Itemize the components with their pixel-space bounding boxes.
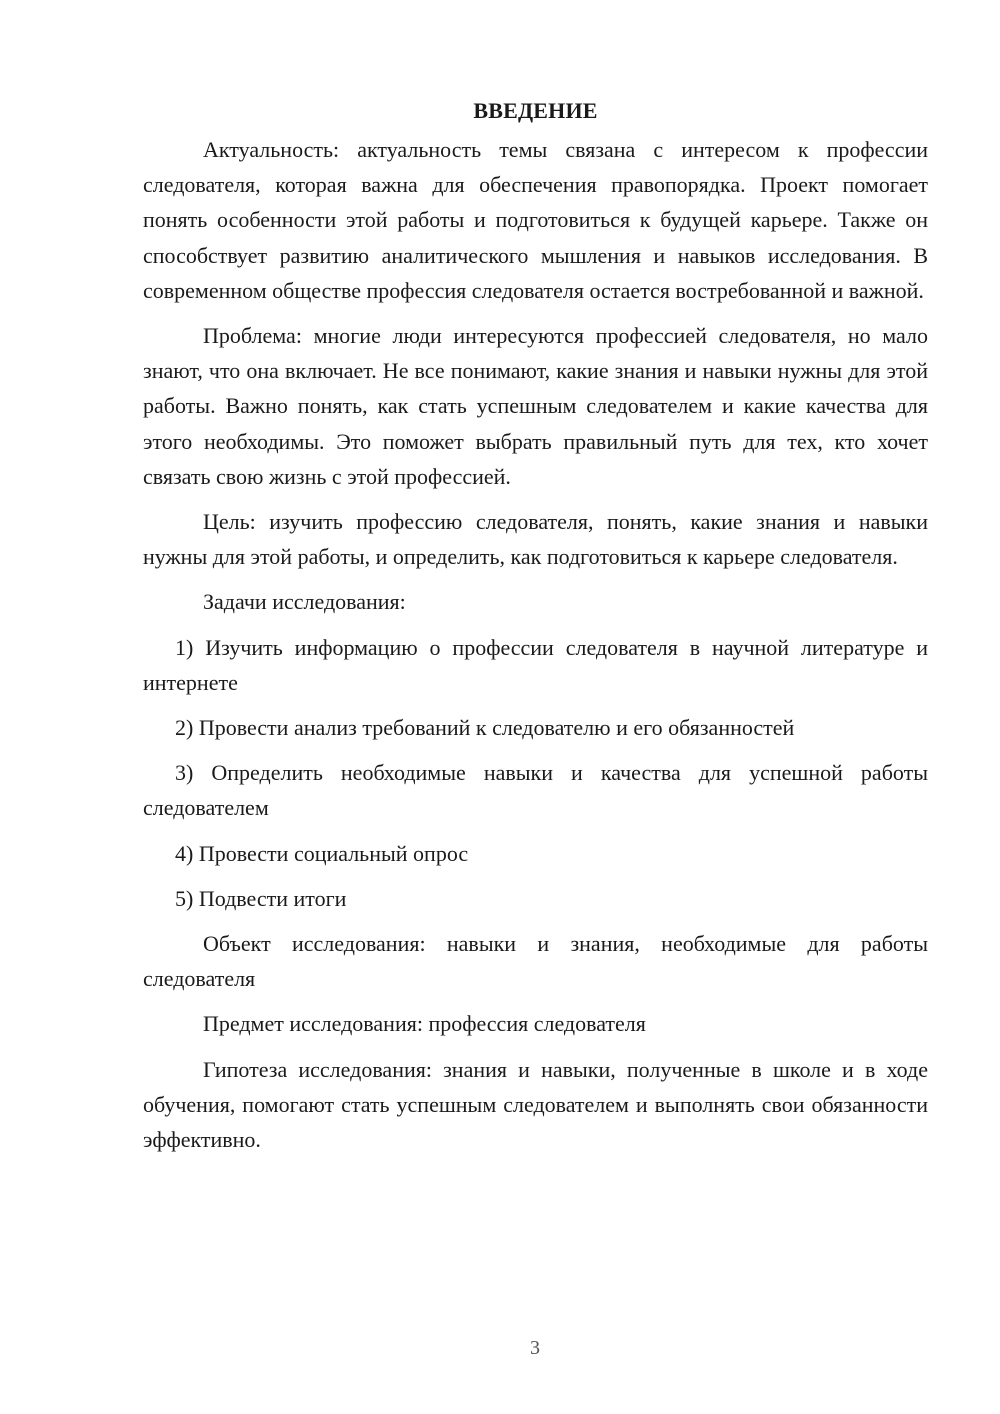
paragraph-object: Объект исследования: навыки и знания, необходимые для работы следователя bbox=[143, 931, 928, 992]
task-item-3: 3) Определить необходимые навыки и качества для успешной работы следователем bbox=[143, 760, 928, 821]
task-item-1: 1) Изучить информацию о профессии следователя в научной литературе и интернете bbox=[143, 634, 928, 695]
page-content bbox=[143, 96, 928, 1167]
tasks-heading: Задачи исследования: bbox=[203, 589, 406, 615]
paragraph-hypothesis: Гипотеза исследования: знания и навыки, полученные в школе и в ходе обучения, помогают стать успешным следователем и выполнять свои обязанности эффективно. bbox=[143, 1056, 928, 1153]
task-item-4: 4) Провести социальный опрос bbox=[175, 840, 469, 866]
paragraph-subject: Предмет исследования: профессия следователя bbox=[203, 1011, 646, 1037]
task-item-5: 5) Подвести итоги bbox=[175, 885, 347, 911]
task-item-2: 2) Провести анализ требований к следователю и его обязанностей bbox=[175, 715, 795, 741]
page-title: ВВЕДЕНИЕ bbox=[473, 98, 598, 123]
paragraph-relevance: Актуальность: актуальность темы связана с интересом к профессии следователя, которая важна для обеспечения правопорядка. Проект помогает понять особенности этой работы и подготовиться к будущей карьере. Также он способствует развитию аналитического мышления и навыков исследования. В современном обществе профессия следователя остается востребованной и важной. bbox=[143, 137, 928, 303]
page-number: 3 bbox=[530, 1337, 540, 1359]
paragraph-goal: Цель: изучить профессию следователя, понять, какие знания и навыки нужны для этой работы, и определить, как подготовиться к карьере следователя. bbox=[143, 509, 928, 570]
paragraph-problem: Проблема: многие люди интересуются профессией следователя, но мало знают, что она включает. Не все понимают, какие знания и навыки нужны для этой работы. Важно понять, как стать успешным следователем и какие качества для этого необходимы. Это поможет выбрать правильный путь для тех, кто хочет связать свою жизнь с этой профессией. bbox=[143, 323, 928, 489]
